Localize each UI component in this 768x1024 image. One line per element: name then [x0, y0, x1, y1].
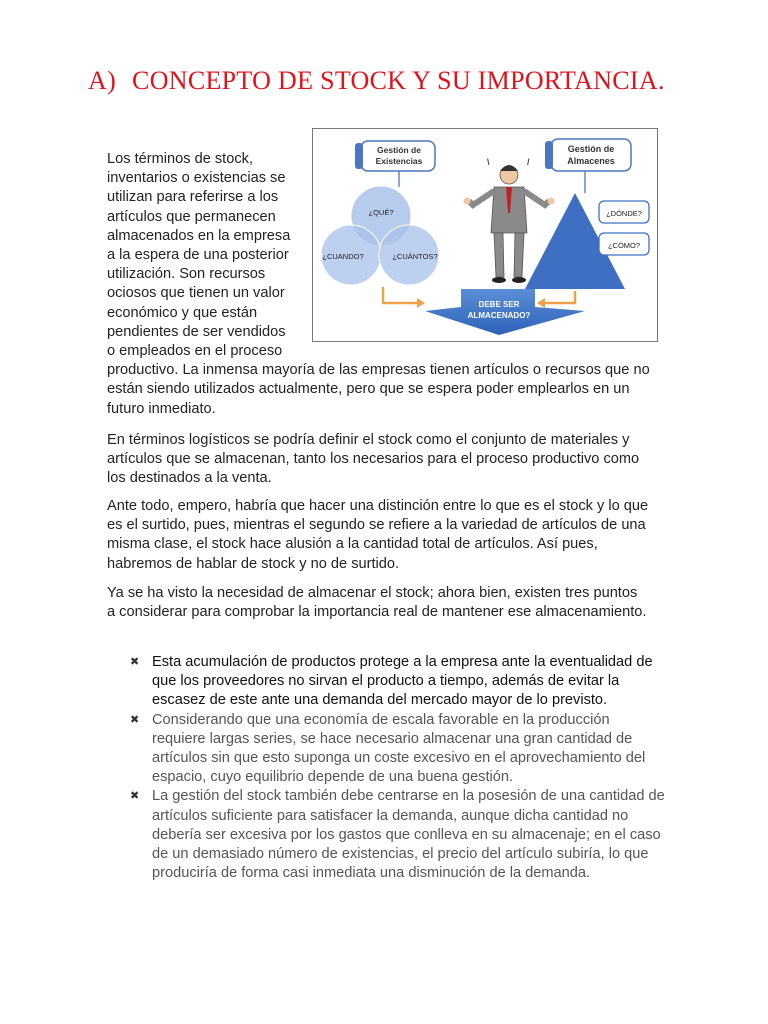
svg-text:¿CUANDO?: ¿CUANDO? [322, 252, 364, 261]
paragraph-1-line: utilización. Son recursos [107, 266, 266, 283]
list-item: ✖ La gestión del stock también debe centrarse en la posesión de una cantidad de artículos suficiente para satisfacer la demanda, aunque dicha cantidad no debería ser excesiva por los gastos que conlleva en su almacenaje; en el caso de un demasiado número de existencias, el precio del artículo subiría, lo que produciría de forma casi inmediata una disminución de la demanda. [130, 788, 665, 882]
x-bullet-icon: ✖ [130, 790, 140, 803]
almacenes-label-1: Gestión de [567, 144, 615, 154]
paragraph-1-line: a la espera de una posterior [107, 247, 289, 264]
page-title [88, 66, 665, 96]
paragraph-1-line: o empleados en el proceso [107, 343, 283, 360]
paragraph-2: En términos logísticos se podría definir el stock como el conjunto de materiales y artículos que se almacenan, tanto los necesarios para el proceso productivo como los destinados a la venta. [107, 432, 640, 487]
svg-text:¿CÓMO?: ¿CÓMO? [607, 241, 641, 250]
svg-text:¿CUÁNTOS?: ¿CUÁNTOS? [392, 252, 438, 261]
paragraph-1 [107, 150, 667, 419]
section-label: A) [88, 66, 117, 95]
paragraph-1-line: utilizan para referirse a los [107, 189, 279, 206]
existencias-label-2: Existencias [375, 156, 423, 166]
section-title: CONCEPTO DE STOCK Y SU IMPORTANCIA. [132, 66, 665, 95]
paragraph-1-wrapped-lines [107, 150, 307, 361]
paragraph-4: Ya se ha visto la necesidad de almacenar el stock; ahora bien, existen tres puntos a considerar para comprobar la importancia real de mantener ese almacenamiento. [107, 585, 647, 621]
paragraph-1-line: Los términos de stock, [107, 151, 254, 167]
svg-text:¿DÓNDE?: ¿DÓNDE? [606, 209, 642, 218]
list-item: ✖ Considerando que una economía de escala favorable en la producción requiere largas series, se hace necesario almacenar una gran cantidad de artículos sin que esto suponga un coste excesivo en el aprovechamiento del espacio, cuyo equilibrio depende de una buena gestión. [130, 711, 646, 786]
existencias-label-1: Gestión de [377, 145, 421, 155]
paragraph-1-tail: productivo. La inmensa mayoría de las empresas tienen artículos o recursos que no están siendo utilizados actualmente, pero que se espera poder emplearlos en un futuro inmediato. [107, 362, 650, 417]
importance-list [130, 653, 666, 883]
svg-text:¿QUÉ?: ¿QUÉ? [368, 208, 394, 217]
paragraph-1-line: económico y que están [107, 304, 258, 321]
almacenes-label-2: Almacenes [567, 156, 615, 166]
svg-text:/: / [527, 157, 530, 167]
paragraph-1-line: inventarios o existencias se [107, 170, 286, 187]
paragraph-1-line: almacenados en la empresa [107, 227, 291, 244]
x-bullet-icon: ✖ [130, 713, 140, 726]
svg-text:DEBE SER: DEBE SER [478, 300, 520, 309]
svg-text:\: \ [487, 157, 490, 167]
paragraph-3: Ante todo, empero, habría que hacer una distinción entre lo que es el stock y lo que es el surtido, pues, mientras el segundo se refiere a la variedad de artículos de una misma clase, el stock hace alusión a la cantidad total de artículos. Así pues, habremos de hablar de stock y no de surtido. [107, 498, 649, 572]
paragraph-1-line: pendientes de ser vendidos [107, 323, 286, 340]
paragraph-1-line: artículos que permanecen [107, 208, 276, 225]
paragraph-1-line: ociosos que tienen un valor [107, 285, 285, 302]
svg-text:ALMACENADO?: ALMACENADO? [467, 311, 531, 320]
x-bullet-icon: ✖ [130, 656, 140, 668]
list-item: ✖ Esta acumulación de productos protege a la empresa ante la eventualidad de que los proveedores no sirvan el producto a tiempo, además de evitar la escasez de este ante una demanda del mercado mayor de lo previsto. [130, 654, 653, 709]
